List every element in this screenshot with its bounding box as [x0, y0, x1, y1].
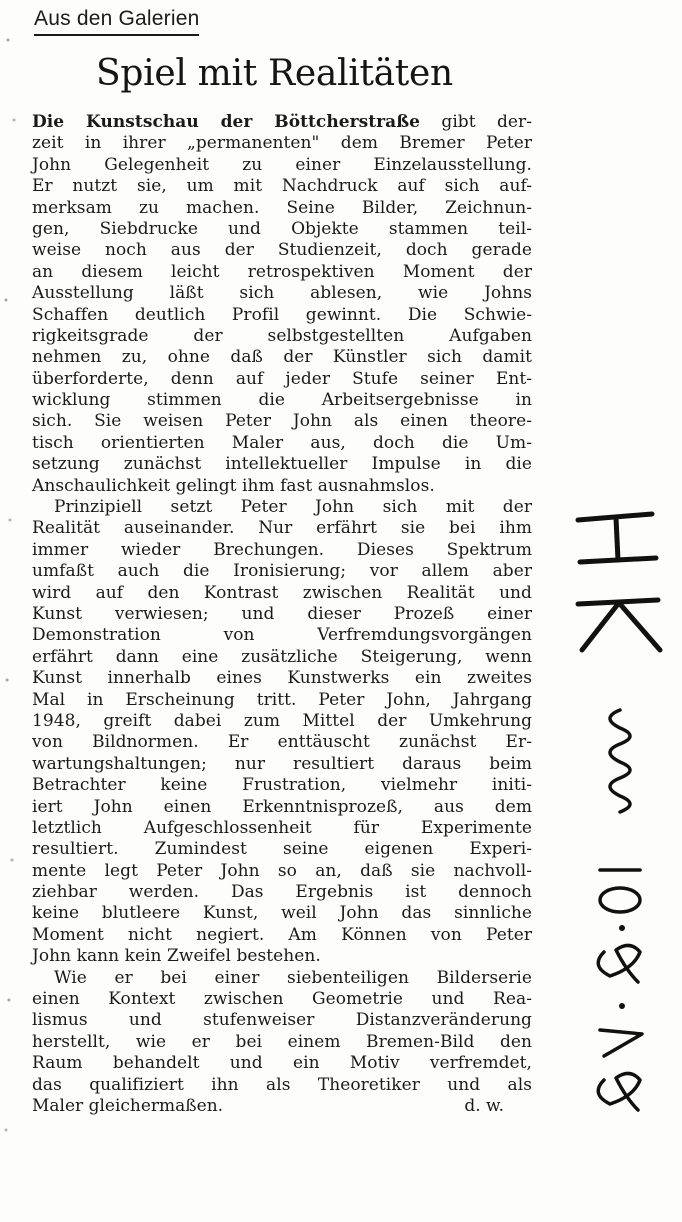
article-line: sich. Sie weisen Peter John als einen theore-	[32, 411, 532, 432]
article-line: Mal in Erscheinung tritt. Peter John, Jahrgang	[32, 689, 532, 710]
article-line: 1948, greift dabei zum Mittel der Umkehrung	[32, 710, 532, 731]
article-line: herstellt, wie er bei einem Bremen-Bild den	[32, 1031, 532, 1052]
article-line: Kunst verwiesen; und dieser Prozeß einer	[32, 603, 532, 624]
article-line: keine blutleere Kunst, weil John das sinnliche	[32, 903, 532, 924]
article-line: wird auf den Kontrast zwischen Realität und	[32, 582, 532, 603]
article-line: das qualifiziert ihn als Theoretiker und als	[32, 1074, 532, 1095]
article-line: John Gelegenheit zu einer Einzelausstellung.	[32, 154, 532, 175]
article-line: Ausstellung läßt sich ablesen, wie Johns	[32, 283, 532, 304]
article-line: tisch orientierten Maler aus, doch die Um-	[32, 432, 532, 453]
article-line: nehmen zu, ohne daß der Künstler sich damit	[32, 347, 532, 368]
article-headline: Spiel mit Realitäten	[96, 53, 453, 94]
article-line: Betrachter keine Frustration, vielmehr initi-	[32, 775, 532, 796]
article-line: wicklung stimmen die Arbeitsergebnisse in	[32, 390, 532, 411]
article-line: Er nutzt sie, um mit Nachdruck auf sich auf-	[32, 176, 532, 197]
article-line: iert John einen Erkenntnisprozeß, aus dem	[32, 796, 532, 817]
article-line: umfaßt auch die Ironisierung; vor allem aber	[32, 561, 532, 582]
article-line: Wie er bei einer siebenteiligen Bilderserie	[54, 967, 532, 988]
scan-edge-noise	[0, 0, 30, 1222]
author-initials: d. w.	[464, 1095, 504, 1116]
article-line: rigkeitsgrade der selbstgestellten Aufgaben	[32, 325, 532, 346]
article-line: zeit in ihrer „permanenten" dem Bremer Peter	[32, 133, 532, 154]
article-line: letztlich Aufgeschlossenheit für Experimente	[32, 817, 532, 838]
article-body	[32, 112, 532, 1117]
article-line: Demonstration von Verfremdungsvorgängen	[32, 625, 532, 646]
article-line: ziehbar werden. Das Ergebnis ist dennoch	[32, 882, 532, 903]
article-line: Raum behandelt und ein Motiv verfremdet,	[32, 1053, 532, 1074]
article-line: von Bildnormen. Er enttäuscht zunächst Er-	[32, 732, 532, 753]
article-line: an diesem leicht retrospektiven Moment der	[32, 261, 532, 282]
article-line: setzung zunächst intellektueller Impulse in die	[32, 454, 532, 475]
article-line: Realität auseinander. Nur erfährt sie bei ihm	[32, 518, 532, 539]
article-line: Moment nicht negiert. Am Können von Peter	[32, 924, 532, 945]
article-lead: Die Kunstschau der Böttcherstraße	[32, 112, 421, 132]
article-line: Anschaulichkeit gelingt ihm fast ausnahmslos.	[32, 475, 435, 496]
article-line: gen, Siebdrucke und Objekte stammen teil-	[32, 218, 532, 239]
article-last-line: Maler gleichermaßen.	[32, 1095, 224, 1116]
article-line: lismus und stufenweiser Distanzveränderung	[32, 1010, 532, 1031]
article-line: überforderte, denn auf jeder Stufe seiner Ent-	[32, 368, 532, 389]
article-line: John kann kein Zweifel bestehen.	[32, 946, 321, 967]
article-line: merksam zu machen. Seine Bilder, Zeichnun-	[32, 197, 532, 218]
article-line: Kunst innerhalb eines Kunstwerks ein zweites	[32, 668, 532, 689]
article-line: erfährt dann eine zusätzliche Steigerung, wenn	[32, 646, 532, 667]
article-line: immer wieder Brechungen. Dieses Spektrum	[32, 539, 532, 560]
section-label: Aus den Galerien	[34, 6, 199, 36]
article-signoff	[32, 1096, 532, 1117]
article-line: resultiert. Zumindest seine eigenen Experi-	[32, 839, 532, 860]
article-line: Die Kunstschau der Böttcherstraße gibt der-	[32, 112, 532, 132]
handwritten-annotation	[560, 500, 680, 1140]
article-line: wartungshaltungen; nur resultiert daraus beim	[32, 753, 532, 774]
article-line: weise noch aus der Studienzeit, doch gerade	[32, 240, 532, 261]
article-line: Schaffen deutlich Profil gewinnt. Die Schwie-	[32, 304, 532, 325]
article-line: Prinzipiell setzt Peter John sich mit der	[54, 497, 532, 518]
article-line: einen Kontext zwischen Geometrie und Rea-	[32, 989, 532, 1010]
article-line: mente legt Peter John so an, daß sie nachvoll-	[32, 860, 532, 881]
